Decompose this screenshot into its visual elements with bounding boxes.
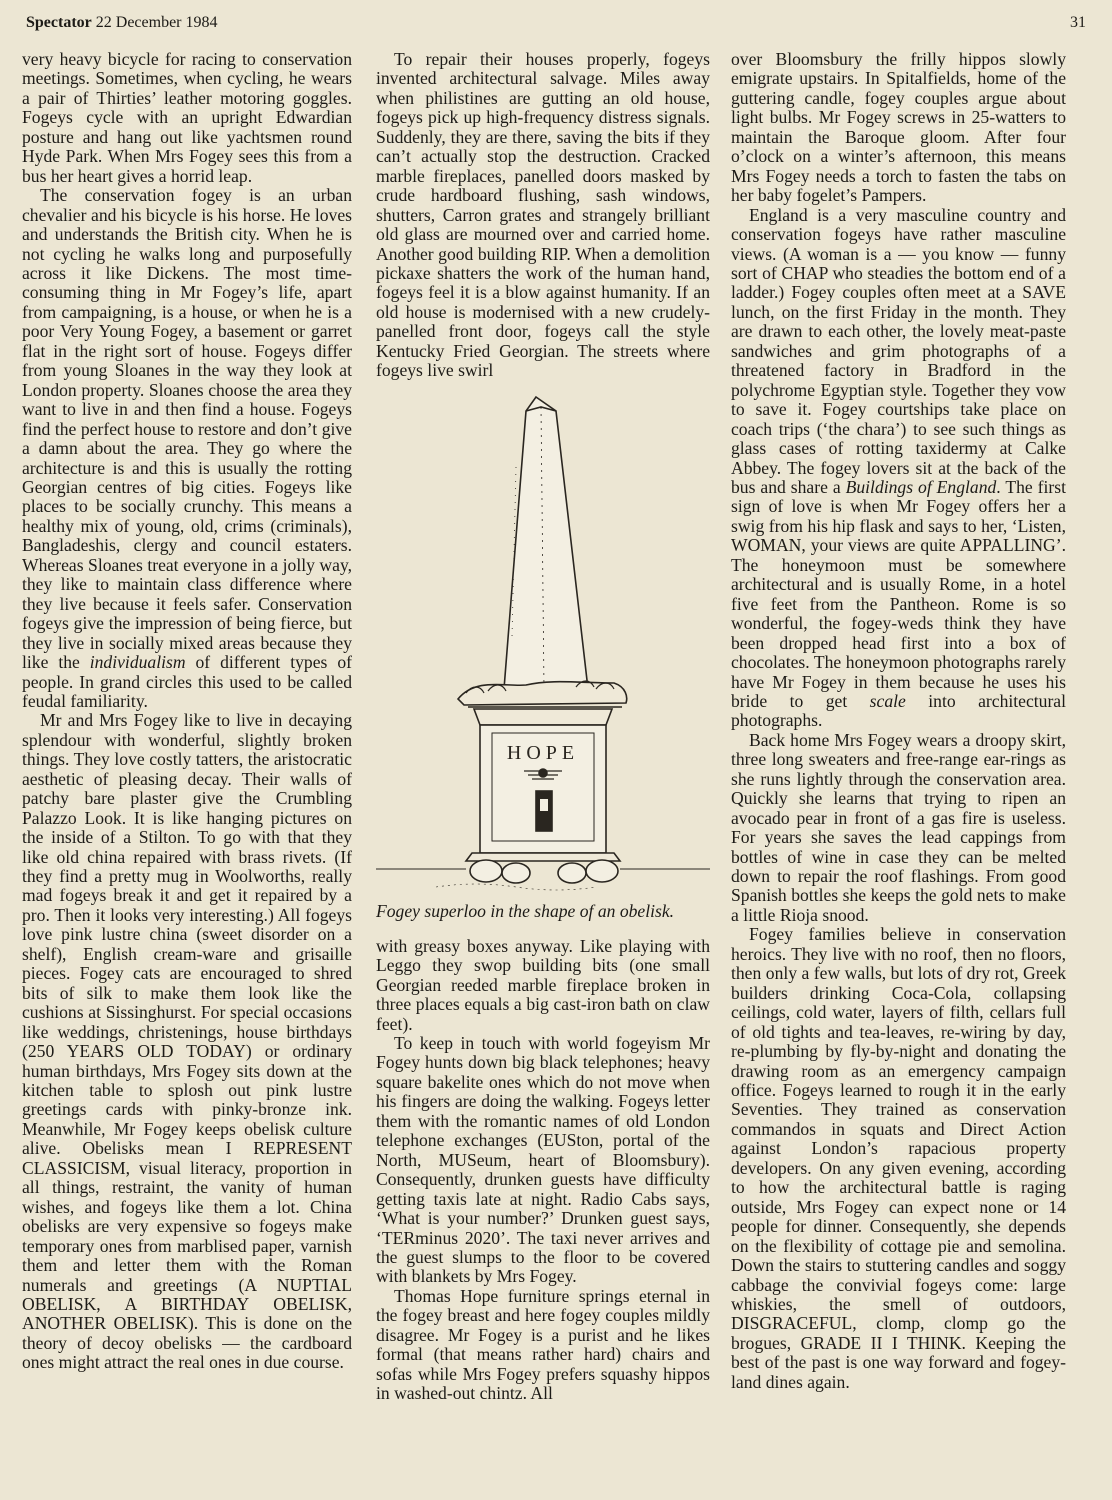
figure-caption: Fogey superloo in the shape of an obelisk.: [376, 900, 675, 921]
page-header: [26, 14, 1086, 36]
paragraph: over Bloomsbury the frilly hippos slowly emigrate upstairs. In Spitalfields, home of the guttering candle, fogey couples argue about light bulbs. Mr Fogey screws in 25-watters to maintain the Baroque gloom. After four o’clock on a winter’s afternoon, this means Mrs Fogey needs a torch to fasten the tabs on her baby fogelet’s Pampers.: [731, 49, 1066, 206]
paragraph: with greasy boxes anyway. Like playing with Leggo they swop building bits (one small Georgian reeded marble fireplace broken in three places equals a big cast-iron bath on claw feet).: [376, 935, 710, 1034]
paragraph: Fogey families believe in conservation heroics. They live with no roof, then no floors, then only a few walls, but lots of dry rot, Greek builders drinking Coca-Cola, collapsing ceilings, cold water, layers of filth, cellars full of old tights and tea-leaves, re-wiring by day, re-plumbing by fly-by-night and donating the drawing room as an emergency campaign office. Fogeys learned to rough it in the early Seventies. They trained as conservation commandos in squats and Direct Action against London’s rapacious property developers. On any given evening, according to how the architectural battle is raging outside, Mrs Fogey can expect none or 14 people for dinner. Consequently, she depends on the flexibility of cottage pie and semolina. Down the stairs to stuttering candles and soggy cabbage the convivial fogeys come: large whiskies, the smell of outdoors, DISGRACEFUL, clomp, clomp go the brogues, GRADE II I THINK. Keeping the best of the past is one way forward and fogey-land dines again.: [731, 924, 1066, 1392]
plinth-lettering: HOPE: [506, 741, 580, 764]
column-3: [731, 50, 1066, 1392]
paragraph: Back home Mrs Fogey wears a droopy skirt, three long sweaters and free-range ear-rings as she runs lightly through the conservation area. Quickly she learns that trying to ripen an avocado pear in front of a gas fire is useless. For years she saves the lead cappings from bottles of wine in case they can be melted down to repair the roof flashings. From good Spanish bottles she keeps the gold nets to make a little Rioja snood.: [731, 729, 1066, 925]
obelisk-drawing: [376, 387, 710, 897]
page-number: 31: [1070, 14, 1086, 31]
paragraph: To repair their houses properly, fogeys invented architectural salvage. Miles away when philistines are gutting an old house, fogeys pick up high-frequency distress signals. Suddenly, they are there, saving the bits if they can’t actually stop the destruction. Cracked marble fireplaces, panelled doors masked by crude hardboard flushing, sash windows, shutters, Carron grates and strangely brilliant old glass are mourned over and carried home. Another good building RIP. When a demolition pickaxe shatters the work of the human hand, fogeys feel it is a blow against humanity. If an old house is modernised with a new crudely-panelled front door, fogeys call the style Kentucky Fried Georgian. The streets where fogeys live swirl: [376, 49, 710, 381]
italic-term: scale: [869, 690, 906, 711]
paragraph: [22, 186, 352, 711]
column-1: [22, 50, 352, 1373]
header-masthead: [26, 14, 218, 32]
paragraph: To keep in touch with world fogeyism Mr Fogey hunts down big black telephones; heavy square bakelite ones which do not move when his fingers are doing the walking. Fogeys letter them with the romantic names of old London telephone exchanges (EUSton, portal of the North, MUSeum, heart of Bloomsbury). Consequently, drunken guests have difficulty getting taxis late at night. Radio Cabs says, ‘What is your number?’ Drunken guest says, ‘TERminus 2020’. The taxi never arrives and the guest slumps to the floor to be covered with blankets by Mrs Fogey.: [376, 1032, 710, 1287]
paragraph-text: The conservation fogey is an urban chevalier and his bicycle is his horse. He loves and understands the British city. When he is not cycling he walks long and purposefully across it like Dickens. The most time-consuming thing in Mr Fogey’s life, apart from campaigning, is a house, or when he is a poor Very Young Fogey, a basement or garret flat in the right sort of house. Fogeys differ from young Sloanes in the way they look at London property. Sloanes choose the area they want to live in and then find a house. Fogeys find the perfect house to restore and don’t give a damn about the area. They go where the architecture is and this is usually the rotting Georgian centres of big cities. Fogeys like places to be socially crunchy. This means a healthy mix of young, old, crims (criminals), Bangladeshis, clergy and council estaters. Whereas Sloanes treat everyone in a jolly way, they like to maintain class difference where they live because it feels safer. Conservation fogeys give the impression of being fierce, but they live in socially mixed areas because they like the: [22, 185, 352, 673]
paragraph-text: of different types of people. In grand circles this used to be called feudal familiarity.: [22, 652, 352, 711]
paragraph: [731, 206, 1066, 731]
paragraph-text: . The first sign of love is when Mr Fogey offers her a swig from his hip flask and says to her, ‘Listen, WOMAN, your views are quite APPALLING’. The honeymoon must be somewhere architectural and is usually Rome, in a hotel five feet from the Pantheon. Rome is so wonderful, the fogey-weds think they have been dropped head first into a box of chocolates. The honeymoon photographs rarely have Mr Fogey in them because he uses his bride to get: [731, 476, 1066, 711]
magazine-name: Spectator: [26, 14, 92, 31]
obelisk-illustration: [376, 387, 710, 897]
italic-title: Buildings of England: [845, 476, 997, 497]
paragraph: Mr and Mrs Fogey like to live in decaying splendour with wonderful, slightly broken things. They love costly tatters, the aristocratic aesthetic of pleasing decay. Their walls of patchy bare plaster give the Crumbling Palazzo Look. It is like hanging pictures on the inside of a Stilton. To go with that they like old china repaired with brass rivets. (If they find a pretty mug in Woolworths, really mad fogeys break it and get it repaired by a pro. Then it looks very interesting.) All fogeys love pink lustre china (sweet disorder on a shelf), English cream-ware and grisaille pieces. Fogey cats are encouraged to shred bits of silk to make them look like the cushions at Sissinghurst. For special occasions like weddings, christenings, house birthdays (250 YEARS OLD TODAY) or ordinary human birthdays, Mrs Fogey sits down at the kitchen table to splosh out pink lustre greetings cards with pinky-bronze ink. Meanwhile, Mr Fogey keeps obelisk culture alive. Obelisks mean I REPRESENT CLASSICISM, visual literacy, proportion in all things, restraint, the vanity of human wishes, and fogeys like them a lot. China obelisks are very expensive so fogeys make temporary ones from marblised paper, varnish them and letter them with the Roman numerals and greetings (A NUPTIAL OBELISK, A BIRTHDAY OBELISK, ANOTHER OBELISK). This is done on the theory of decoy obelisks — the cardboard ones might attract the real ones in due course.: [22, 710, 352, 1373]
paragraph: Thomas Hope furniture springs eternal in the fogey breast and here fogey couples mildly disagree. Mr Fogey is a purist and he likes formal (that means rather hard) chairs and sofas while Mrs Fogey prefers squashy hippos in washed-out chintz. All: [376, 1285, 710, 1404]
column-2: [376, 50, 710, 1404]
paragraph: very heavy bicycle for racing to conservation meetings. Sometimes, when cycling, he wears a pair of Thirties’ leather motoring goggles. Fogeys cycle with an upright Edwardian posture and hang out like yachtsmen round Hyde Park. When Mrs Fogey sees this from a bus her heart gives a horrid leap.: [22, 49, 352, 186]
paragraph-text: into architectural photographs.: [731, 690, 1066, 731]
italic-term: individualism: [89, 652, 186, 673]
paragraph-text: England is a very masculine country and conservation fogeys have rather masculine views. (A woman is a — you know — funny sort of CHAP who steadies the bottom end of a ladder.) Fogey couples often meet at a SAVE lunch, on the first Friday in the month. They are drawn to each other, the lovely meat-paste sandwiches and grim photographs of a threatened factory in Bradford in the polychrome Egyptian style. Together they vow to save it. Fogey courtships take place on coach trips (‘the chara’) to see such things as glass cases of rotting taxidermy at Calke Abbey. The fogey lovers sit at the back of the bus and share a: [731, 204, 1066, 497]
issue-date: 22 December 1984: [95, 14, 218, 31]
